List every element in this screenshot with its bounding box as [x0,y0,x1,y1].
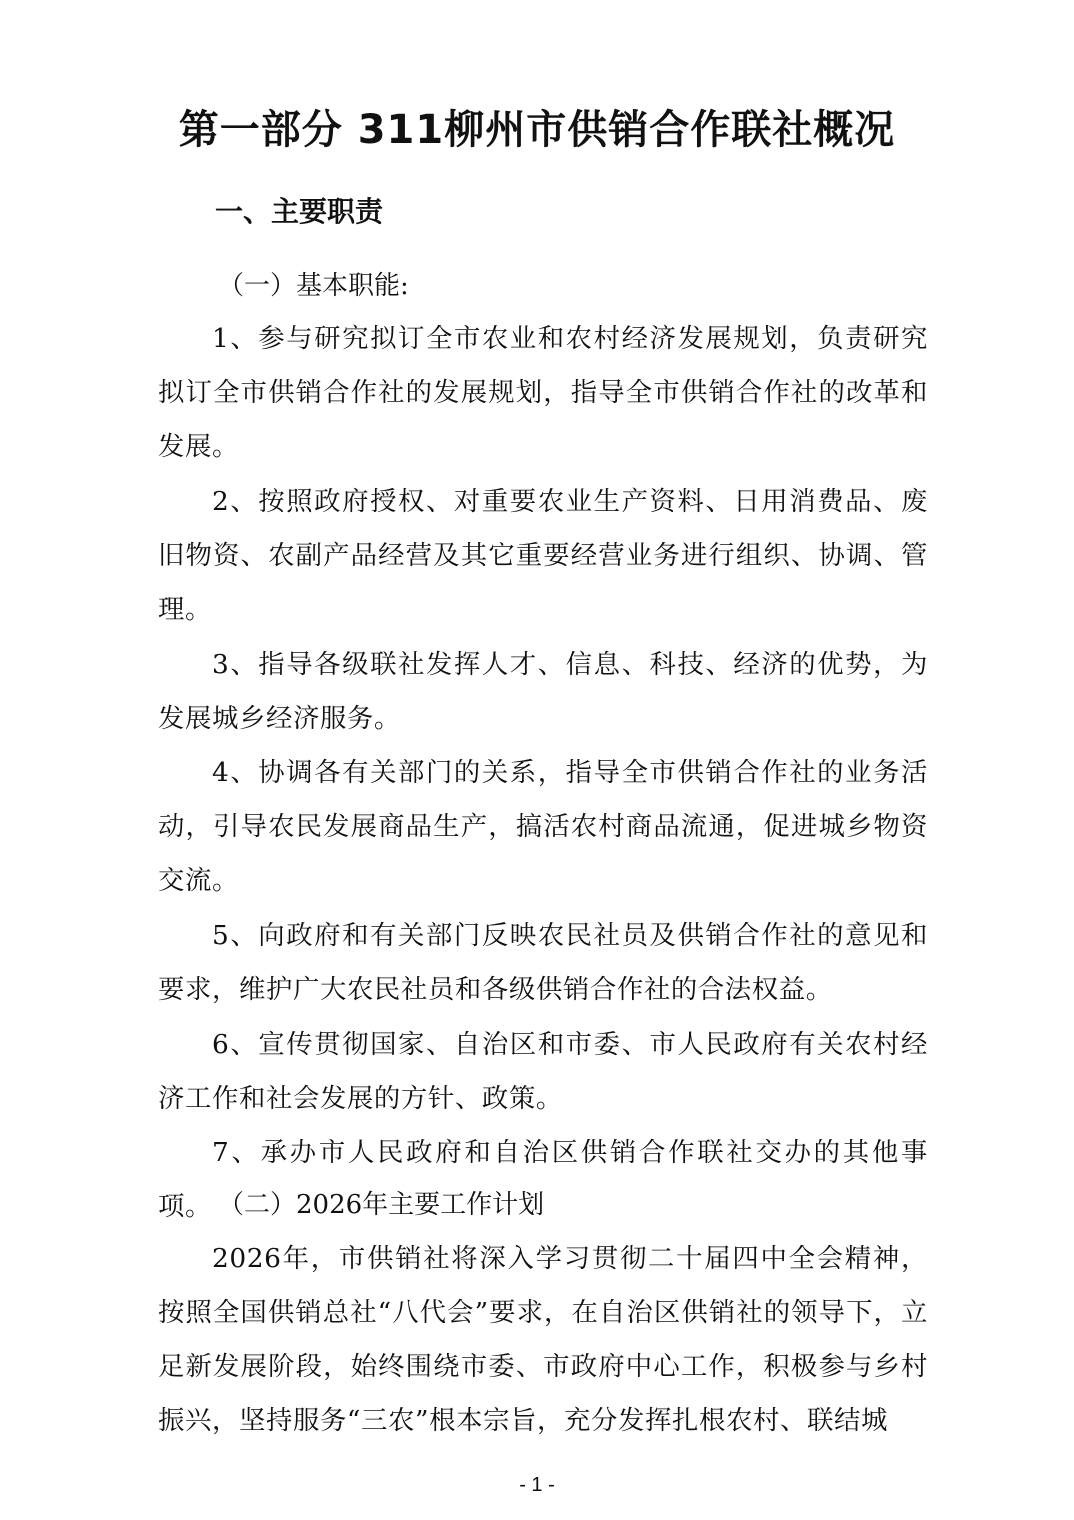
duty-item-4: 4、协调各有关部门的关系，指导全市供销合作社的业务活动，引导农民发展商品生产，搞活农村商品流通，促进城乡物资交流。 [158,757,928,896]
duty-item-3: 3、指导各级联社发挥人才、信息、科技、经济的优势，为发展城乡经济服务。 [158,649,928,734]
duty-item-2: 2、按照政府授权、对重要农业生产资料、日用消费品、废旧物资、农副产品经营及其它重要经营业务进行组织、协调、管理。 [158,486,928,625]
section-heading: 一、主要职责 [215,195,384,228]
document-title: 第一部分 311柳州市供销合作联社概况 [178,107,896,153]
subheading-basic-functions: （一）基本职能: [218,271,409,301]
duty-item-1: 1、参与研究拟订全市农业和农村经济发展规划，负责研究拟订全市供销合作社的发展规划，指导全市供销合作社的改革和发展。 [158,323,928,462]
work-plan-paragraph: 2026年，市供销社将深入学习贯彻二十届四中全会精神，按照全国供销总社“八代会”要求，在自治区供销社的领导下，立足新发展阶段，始终围绕市委、市政府中心工作，积极参与乡村振兴，坚持服务“三农”根本宗旨，充分发挥扎根农村、联结城 [158,1243,928,1436]
duty-item-7: 7、承办市人民政府和自治区供销合作联社交办的其他事项。 [158,1137,928,1222]
duty-item-6: 6、宣传贯彻国家、自治区和市委、市人民政府有关农村经济工作和社会发展的方针、政策。 [158,1029,928,1114]
duty-item-5: 5、向政府和有关部门反映农民社员及供销合作社的意见和要求，维护广大农民社员和各级供销合作社的合法权益。 [158,920,928,1005]
page-number: - 1 - [519,1474,555,1496]
subheading-work-plan: （二）2026年主要工作计划 [218,1190,545,1220]
